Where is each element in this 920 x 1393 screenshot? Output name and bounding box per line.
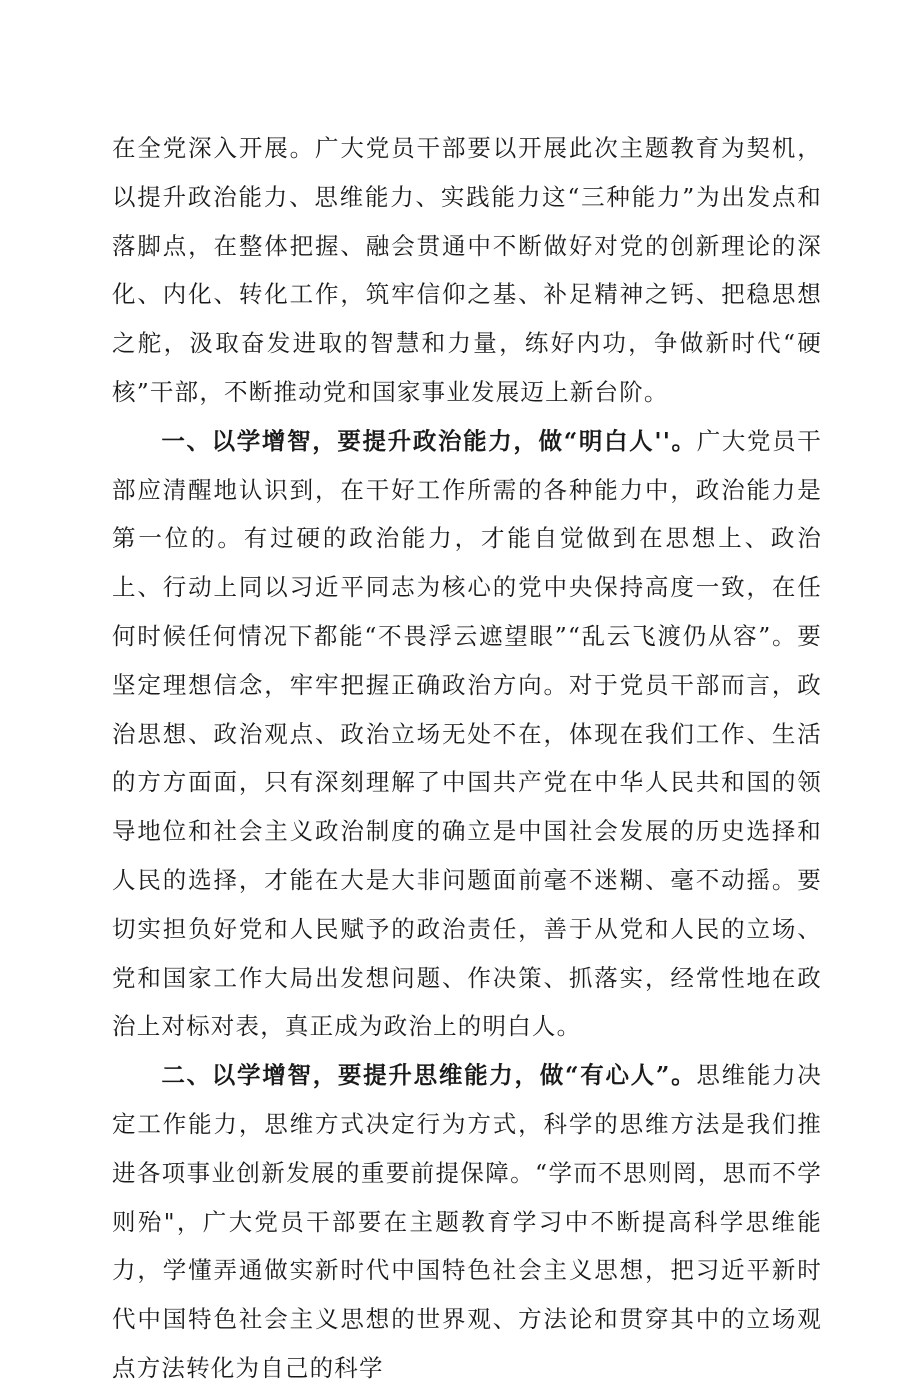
section-heading-two: 二、以学增智，要提升思维能力，做“有心人”。 xyxy=(161,1061,697,1090)
paragraph-body: 思维能力决定工作能力，思维方式决定行为方式，科学的思维方法是我们推进各项事业创新发展的重要前提保障。“学而不思则罔，思而不学则殆"，广大党员干部要在主题教育学习中不断提高科学思维能力，学懂弄通做实新时代中国特色社会主义思想，把习近平新时代中国特色社会主义思想的世界观、方法论和贯穿其中的立场观点方法转化为自己的科学 xyxy=(112,1061,823,1382)
paragraph-political-ability xyxy=(112,417,822,1051)
document-page xyxy=(112,124,822,1393)
paragraph-intro-continuation xyxy=(112,124,822,417)
paragraph-body: 在全党深入开展。广大党员干部要以开展此次主题教育为契机，以提升政治能力、思维能力、实践能力这“三种能力”为出发点和落脚点，在整体把握、融会贯通中不断做好对党的创新理论的深化、内化、转化工作，筑牢信仰之基、补足精神之钙、把稳思想之舵，汲取奋发进取的智慧和力量，练好内功，争做新时代“硬核”干部，不断推动党和国家事业发展迈上新台阶。 xyxy=(112,134,822,406)
paragraph-thinking-ability xyxy=(112,1051,822,1393)
section-heading-one: 一、以学增智，要提升政治能力，做“明白人''。 xyxy=(161,426,697,455)
paragraph-body: 广大党员干部应清醒地认识到，在干好工作所需的各种能力中，政治能力是第一位的。有过硬的政治能力，才能自觉做到在思想上、政治上、行动上同以习近平同志为核心的党中央保持高度一致，在任何时候任何情况下都能“不畏浮云遮望眼”“乱云飞渡仍从容”。要坚定理想信念，牢牢把握正确政治方向。对于党员干部而言，政治思想、政治观点、政治立场无处不在，体现在我们工作、生活的方方面面，只有深刻理解了中国共产党在中华人民共和国的领导地位和社会主义政治制度的确立是中国社会发展的历史选择和人民的选择，才能在大是大非问题面前毫不迷糊、毫不动摇。要切实担负好党和人民赋予的政治责任，善于从党和人民的立场、党和国家工作大局出发想问题、作决策、抓落实，经常性地在政治上对标对表，真正成为政治上的明白人。 xyxy=(112,426,822,1041)
